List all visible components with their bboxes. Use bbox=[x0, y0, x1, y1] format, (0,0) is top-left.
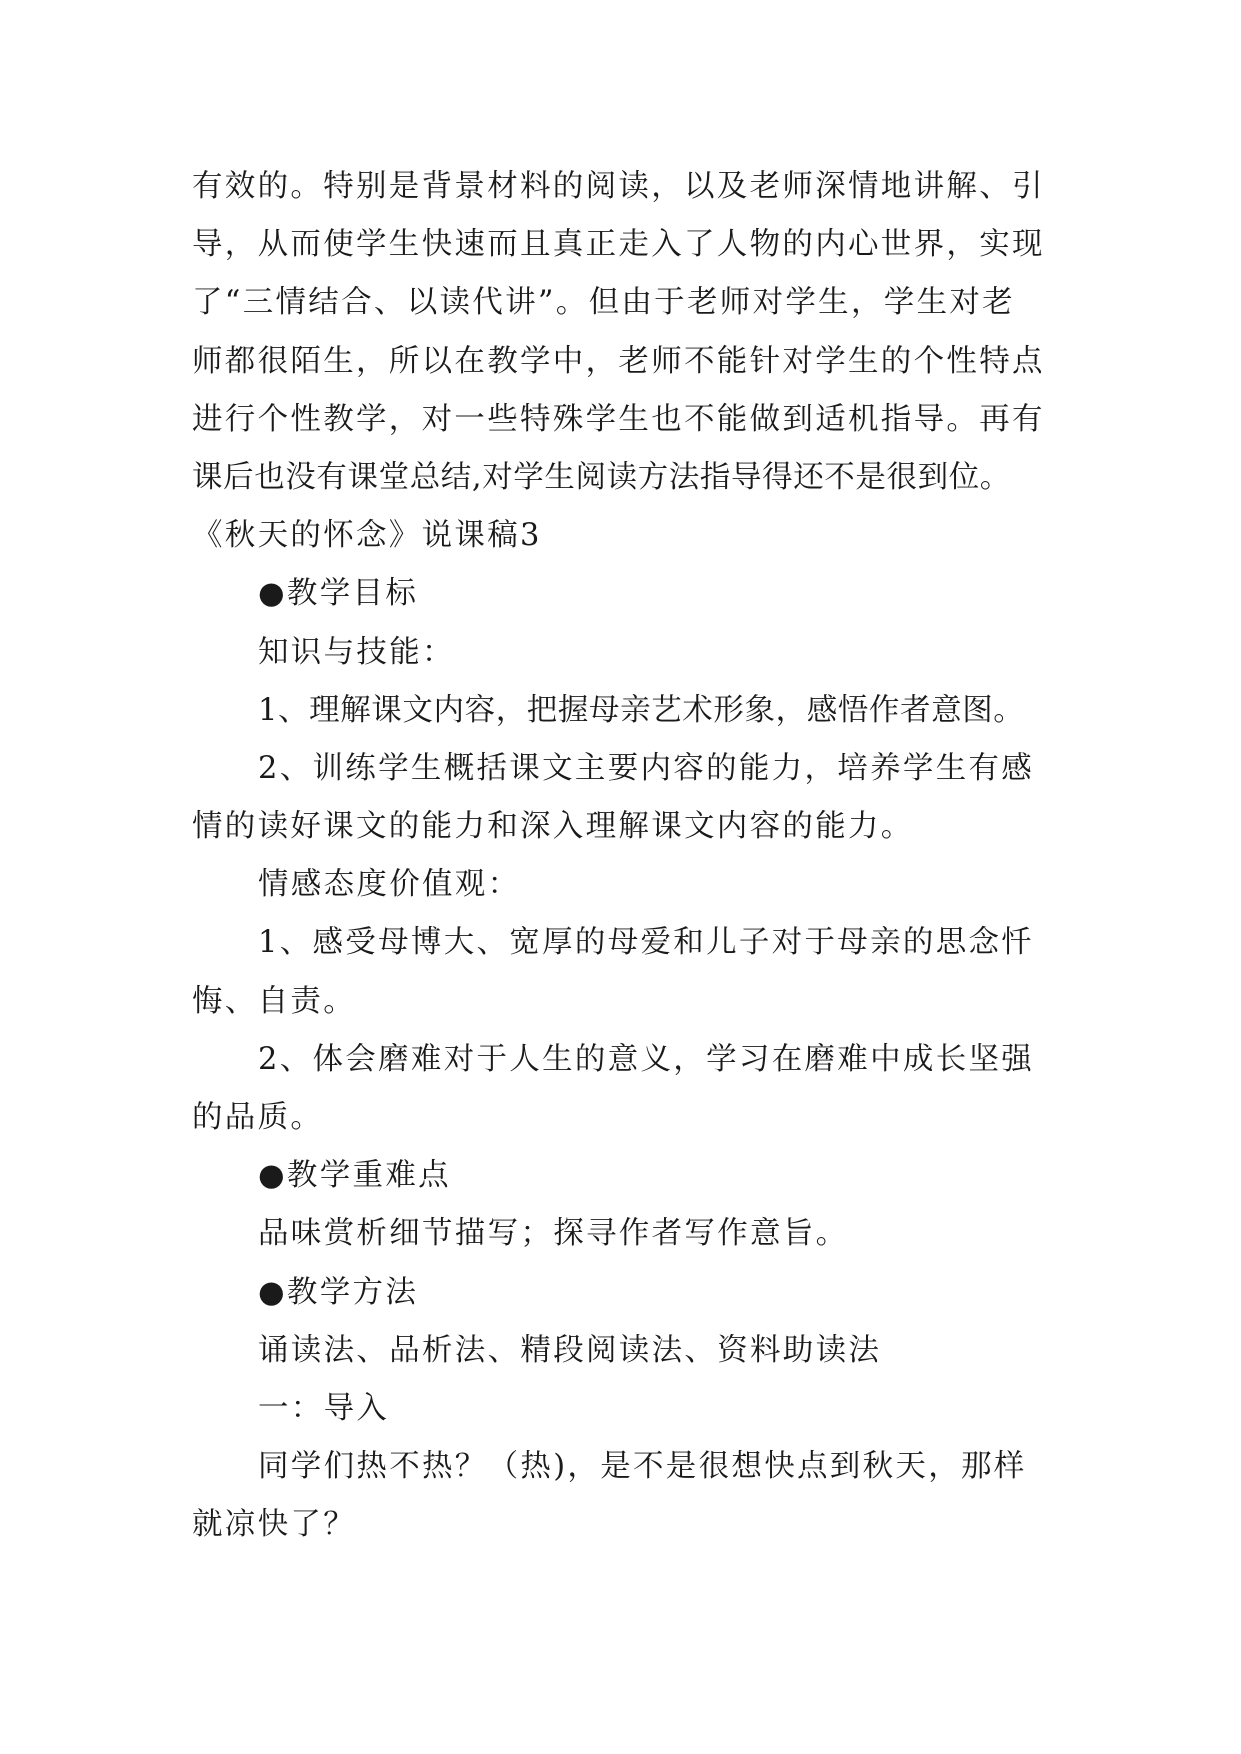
paragraph-line: 同学们热不热？（热)，是不是很想快点到秋天，那样 bbox=[258, 1449, 1027, 1485]
section-title: 《秋天的怀念》说课稿3 bbox=[192, 518, 542, 554]
paragraph-line: 有效的。特别是背景材料的阅读，以及老师深情地讲解、引 bbox=[192, 169, 1045, 204]
paragraph-line: 导，从而使学生快速而且真正走入了人物的内心世界，实现 bbox=[192, 227, 1045, 263]
section-heading: ●教学目标 bbox=[258, 576, 419, 612]
paragraph-line: 课后也没有课堂总结,对学生阅读方法指导得还不是很到位。 bbox=[192, 459, 1011, 495]
list-item: 2、训练学生概括课文主要内容的能力，培养学生有感 bbox=[258, 750, 1035, 786]
section-heading: ●教学方法 bbox=[258, 1274, 419, 1310]
section-heading: ●教学重难点 bbox=[258, 1158, 451, 1194]
list-item-continuation: 情的读好课文的能力和深入理解课文内容的能力。 bbox=[192, 809, 914, 845]
list-item: 1、理解课文内容，把握母亲艺术形象，感悟作者意图。 bbox=[258, 692, 1025, 728]
paragraph-line: 就凉快了？ bbox=[192, 1507, 356, 1543]
document-page bbox=[192, 158, 1072, 1555]
paragraph-line: 品味赏析细节描写；探寻作者写作意旨。 bbox=[258, 1216, 849, 1252]
subheading: 知识与技能： bbox=[258, 634, 455, 670]
list-item-continuation: 的品质。 bbox=[192, 1100, 324, 1135]
paragraph-line: 进行个性教学，对一些特殊学生也不能做到适机指导。再有 bbox=[192, 401, 1045, 437]
paragraph-line: 师都很陌生，所以在教学中，老师不能针对学生的个性特点 bbox=[192, 343, 1045, 379]
list-item: 1、感受母博大、宽厚的母爱和儿子对于母亲的思念忏 bbox=[258, 925, 1035, 961]
list-item-continuation: 悔、自责。 bbox=[192, 983, 356, 1019]
subheading: 情感态度价值观： bbox=[258, 867, 521, 903]
paragraph-line: 了“三情结合、以读代讲”。但由于老师对学生，学生对老 bbox=[192, 285, 1015, 321]
paragraph-line: 诵读法、品析法、精段阅读法、资料助读法 bbox=[258, 1332, 882, 1368]
list-item: 2、体会磨难对于人生的意义，学习在磨难中成长坚强 bbox=[258, 1041, 1035, 1077]
subheading: 一：导入 bbox=[258, 1390, 390, 1426]
